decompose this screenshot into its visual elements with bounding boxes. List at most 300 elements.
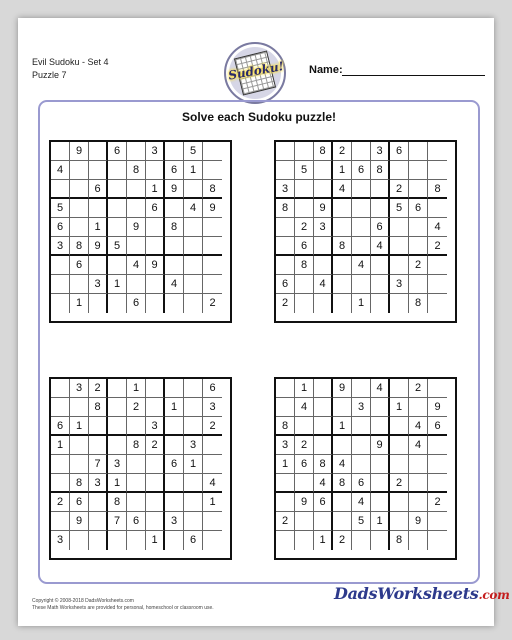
sudoku-cell[interactable] <box>409 398 428 417</box>
sudoku-cell[interactable]: 8 <box>333 474 352 493</box>
sudoku-cell[interactable] <box>371 493 390 512</box>
sudoku-cell[interactable] <box>108 199 127 218</box>
sudoku-cell[interactable] <box>127 142 146 161</box>
sudoku-cell[interactable] <box>70 398 89 417</box>
sudoku-cell[interactable] <box>352 417 371 436</box>
sudoku-cell[interactable] <box>409 275 428 294</box>
sudoku-cell[interactable] <box>428 256 447 275</box>
sudoku-cell[interactable]: 4 <box>409 417 428 436</box>
sudoku-cell[interactable]: 9 <box>428 398 447 417</box>
sudoku-cell[interactable]: 1 <box>333 417 352 436</box>
sudoku-cell[interactable] <box>89 417 108 436</box>
sudoku-cell[interactable] <box>89 142 108 161</box>
sudoku-cell[interactable] <box>428 199 447 218</box>
sudoku-cell[interactable] <box>409 474 428 493</box>
sudoku-cell[interactable] <box>203 237 222 256</box>
sudoku-cell[interactable] <box>165 294 184 313</box>
sudoku-cell[interactable] <box>127 531 146 550</box>
sudoku-cell[interactable]: 3 <box>390 275 409 294</box>
sudoku-cell[interactable]: 6 <box>127 294 146 313</box>
sudoku-cell[interactable] <box>352 237 371 256</box>
sudoku-cell[interactable] <box>333 436 352 455</box>
sudoku-cell[interactable]: 1 <box>51 436 70 455</box>
sudoku-cell[interactable] <box>352 275 371 294</box>
sudoku-cell[interactable]: 4 <box>51 161 70 180</box>
sudoku-cell[interactable] <box>428 294 447 313</box>
sudoku-cell[interactable] <box>70 199 89 218</box>
sudoku-cell[interactable]: 2 <box>295 436 314 455</box>
sudoku-cell[interactable]: 2 <box>333 142 352 161</box>
sudoku-cell[interactable] <box>390 256 409 275</box>
sudoku-cell[interactable]: 6 <box>428 417 447 436</box>
sudoku-cell[interactable]: 3 <box>108 455 127 474</box>
sudoku-cell[interactable] <box>409 237 428 256</box>
sudoku-cell[interactable] <box>51 142 70 161</box>
sudoku-cell[interactable]: 1 <box>146 180 165 199</box>
sudoku-cell[interactable] <box>295 142 314 161</box>
sudoku-cell[interactable] <box>295 531 314 550</box>
sudoku-cell[interactable] <box>203 161 222 180</box>
sudoku-cell[interactable] <box>165 531 184 550</box>
sudoku-cell[interactable]: 2 <box>146 436 165 455</box>
sudoku-cell[interactable] <box>165 474 184 493</box>
sudoku-cell[interactable] <box>352 455 371 474</box>
sudoku-cell[interactable]: 2 <box>390 180 409 199</box>
sudoku-cell[interactable]: 6 <box>409 199 428 218</box>
sudoku-cell[interactable]: 2 <box>51 493 70 512</box>
sudoku-cell[interactable] <box>390 493 409 512</box>
sudoku-cell[interactable] <box>203 455 222 474</box>
sudoku-cell[interactable] <box>371 398 390 417</box>
sudoku-cell[interactable] <box>127 455 146 474</box>
sudoku-cell[interactable]: 4 <box>371 379 390 398</box>
sudoku-cell[interactable] <box>89 294 108 313</box>
sudoku-cell[interactable] <box>184 493 203 512</box>
sudoku-cell[interactable] <box>314 512 333 531</box>
sudoku-cell[interactable]: 9 <box>89 237 108 256</box>
sudoku-cell[interactable] <box>314 237 333 256</box>
sudoku-cell[interactable] <box>184 398 203 417</box>
sudoku-cell[interactable] <box>295 275 314 294</box>
sudoku-cell[interactable] <box>333 199 352 218</box>
sudoku-cell[interactable] <box>70 436 89 455</box>
sudoku-cell[interactable] <box>428 531 447 550</box>
sudoku-cell[interactable]: 2 <box>276 512 295 531</box>
sudoku-cell[interactable] <box>165 199 184 218</box>
sudoku-cell[interactable]: 4 <box>428 218 447 237</box>
sudoku-cell[interactable] <box>295 199 314 218</box>
sudoku-cell[interactable]: 4 <box>314 474 333 493</box>
sudoku-cell[interactable] <box>409 493 428 512</box>
sudoku-cell[interactable]: 1 <box>127 379 146 398</box>
sudoku-cell[interactable] <box>165 493 184 512</box>
sudoku-cell[interactable] <box>428 436 447 455</box>
sudoku-cell[interactable]: 9 <box>371 436 390 455</box>
sudoku-cell[interactable]: 6 <box>70 256 89 275</box>
sudoku-cell[interactable] <box>333 398 352 417</box>
sudoku-cell[interactable] <box>352 180 371 199</box>
sudoku-cell[interactable]: 4 <box>333 455 352 474</box>
sudoku-cell[interactable]: 1 <box>295 379 314 398</box>
sudoku-cell[interactable] <box>184 237 203 256</box>
sudoku-cell[interactable] <box>390 417 409 436</box>
sudoku-cell[interactable] <box>295 512 314 531</box>
sudoku-cell[interactable] <box>89 161 108 180</box>
sudoku-cell[interactable] <box>409 161 428 180</box>
sudoku-cell[interactable]: 8 <box>371 161 390 180</box>
sudoku-cell[interactable] <box>51 180 70 199</box>
sudoku-cell[interactable] <box>165 379 184 398</box>
sudoku-cell[interactable] <box>333 493 352 512</box>
sudoku-cell[interactable]: 6 <box>89 180 108 199</box>
sudoku-cell[interactable]: 2 <box>276 294 295 313</box>
sudoku-cell[interactable] <box>390 379 409 398</box>
sudoku-cell[interactable] <box>409 218 428 237</box>
sudoku-cell[interactable] <box>108 180 127 199</box>
sudoku-cell[interactable]: 9 <box>127 218 146 237</box>
sudoku-cell[interactable] <box>127 237 146 256</box>
sudoku-cell[interactable] <box>371 294 390 313</box>
sudoku-cell[interactable] <box>70 531 89 550</box>
sudoku-cell[interactable]: 9 <box>70 512 89 531</box>
sudoku-cell[interactable] <box>146 455 165 474</box>
sudoku-cell[interactable]: 3 <box>165 512 184 531</box>
sudoku-cell[interactable] <box>390 512 409 531</box>
sudoku-cell[interactable] <box>127 474 146 493</box>
sudoku-cell[interactable] <box>295 294 314 313</box>
sudoku-cell[interactable]: 3 <box>352 398 371 417</box>
sudoku-cell[interactable] <box>108 436 127 455</box>
sudoku-cell[interactable] <box>371 275 390 294</box>
sudoku-cell[interactable] <box>276 493 295 512</box>
sudoku-cell[interactable] <box>89 199 108 218</box>
sudoku-cell[interactable] <box>108 398 127 417</box>
sudoku-cell[interactable] <box>51 379 70 398</box>
sudoku-cell[interactable] <box>352 199 371 218</box>
sudoku-cell[interactable] <box>184 180 203 199</box>
sudoku-cell[interactable] <box>333 294 352 313</box>
sudoku-cell[interactable]: 5 <box>51 199 70 218</box>
sudoku-cell[interactable]: 8 <box>314 142 333 161</box>
sudoku-cell[interactable] <box>108 379 127 398</box>
sudoku-cell[interactable]: 9 <box>203 199 222 218</box>
sudoku-cell[interactable]: 6 <box>352 161 371 180</box>
sudoku-cell[interactable]: 2 <box>127 398 146 417</box>
sudoku-cell[interactable] <box>333 256 352 275</box>
sudoku-cell[interactable]: 3 <box>70 379 89 398</box>
sudoku-cell[interactable]: 6 <box>276 275 295 294</box>
sudoku-cell[interactable] <box>127 275 146 294</box>
sudoku-cell[interactable] <box>371 474 390 493</box>
sudoku-cell[interactable] <box>146 237 165 256</box>
sudoku-cell[interactable]: 6 <box>108 142 127 161</box>
sudoku-cell[interactable] <box>89 493 108 512</box>
sudoku-cell[interactable] <box>390 294 409 313</box>
sudoku-cell[interactable]: 4 <box>314 275 333 294</box>
sudoku-cell[interactable]: 3 <box>51 237 70 256</box>
sudoku-cell[interactable] <box>428 161 447 180</box>
sudoku-cell[interactable]: 8 <box>276 417 295 436</box>
sudoku-cell[interactable]: 2 <box>428 493 447 512</box>
sudoku-cell[interactable] <box>203 142 222 161</box>
sudoku-cell[interactable] <box>203 218 222 237</box>
sudoku-cell[interactable]: 3 <box>146 417 165 436</box>
sudoku-cell[interactable]: 3 <box>371 142 390 161</box>
sudoku-cell[interactable]: 7 <box>108 512 127 531</box>
sudoku-cell[interactable]: 3 <box>146 142 165 161</box>
sudoku-cell[interactable]: 3 <box>51 531 70 550</box>
sudoku-cell[interactable]: 8 <box>70 474 89 493</box>
sudoku-cell[interactable]: 8 <box>295 256 314 275</box>
sudoku-cell[interactable]: 6 <box>70 493 89 512</box>
sudoku-cell[interactable]: 5 <box>390 199 409 218</box>
sudoku-cell[interactable] <box>146 275 165 294</box>
sudoku-cell[interactable] <box>276 531 295 550</box>
sudoku-cell[interactable] <box>146 218 165 237</box>
sudoku-cell[interactable] <box>371 455 390 474</box>
sudoku-cell[interactable] <box>295 474 314 493</box>
sudoku-cell[interactable] <box>276 218 295 237</box>
sudoku-cell[interactable] <box>333 218 352 237</box>
sudoku-cell[interactable]: 1 <box>108 474 127 493</box>
sudoku-cell[interactable]: 6 <box>146 199 165 218</box>
sudoku-cell[interactable] <box>127 493 146 512</box>
sudoku-cell[interactable]: 1 <box>184 455 203 474</box>
sudoku-cell[interactable] <box>276 474 295 493</box>
sudoku-cell[interactable] <box>352 142 371 161</box>
sudoku-cell[interactable] <box>276 237 295 256</box>
sudoku-cell[interactable] <box>108 417 127 436</box>
sudoku-cell[interactable]: 2 <box>295 218 314 237</box>
sudoku-cell[interactable]: 1 <box>165 398 184 417</box>
sudoku-cell[interactable] <box>146 161 165 180</box>
sudoku-cell[interactable] <box>146 294 165 313</box>
sudoku-cell[interactable]: 4 <box>409 436 428 455</box>
sudoku-cell[interactable]: 3 <box>276 180 295 199</box>
sudoku-cell[interactable] <box>89 512 108 531</box>
sudoku-cell[interactable] <box>165 436 184 455</box>
sudoku-cell[interactable] <box>127 199 146 218</box>
sudoku-cell[interactable]: 6 <box>165 161 184 180</box>
sudoku-cell[interactable] <box>371 531 390 550</box>
sudoku-cell[interactable]: 6 <box>371 218 390 237</box>
sudoku-cell[interactable]: 4 <box>371 237 390 256</box>
sudoku-cell[interactable] <box>314 398 333 417</box>
sudoku-cell[interactable]: 8 <box>70 237 89 256</box>
sudoku-cell[interactable]: 8 <box>165 218 184 237</box>
sudoku-cell[interactable] <box>371 199 390 218</box>
sudoku-cell[interactable] <box>184 256 203 275</box>
sudoku-cell[interactable] <box>276 398 295 417</box>
sudoku-cell[interactable] <box>203 531 222 550</box>
sudoku-cell[interactable]: 2 <box>203 417 222 436</box>
sudoku-cell[interactable] <box>51 455 70 474</box>
sudoku-cell[interactable] <box>352 436 371 455</box>
sudoku-cell[interactable]: 9 <box>409 512 428 531</box>
sudoku-cell[interactable]: 5 <box>184 142 203 161</box>
sudoku-cell[interactable]: 9 <box>70 142 89 161</box>
sudoku-cell[interactable]: 6 <box>314 493 333 512</box>
sudoku-cell[interactable] <box>371 417 390 436</box>
sudoku-cell[interactable] <box>276 161 295 180</box>
sudoku-cell[interactable]: 3 <box>314 218 333 237</box>
sudoku-cell[interactable]: 1 <box>70 417 89 436</box>
sudoku-cell[interactable] <box>184 275 203 294</box>
sudoku-cell[interactable] <box>184 417 203 436</box>
sudoku-cell[interactable] <box>276 379 295 398</box>
sudoku-cell[interactable]: 3 <box>89 474 108 493</box>
sudoku-cell[interactable]: 3 <box>276 436 295 455</box>
sudoku-cell[interactable] <box>203 436 222 455</box>
sudoku-cell[interactable] <box>203 512 222 531</box>
sudoku-cell[interactable]: 1 <box>203 493 222 512</box>
sudoku-cell[interactable] <box>428 142 447 161</box>
sudoku-cell[interactable]: 6 <box>51 417 70 436</box>
sudoku-cell[interactable] <box>276 142 295 161</box>
sudoku-cell[interactable]: 1 <box>89 218 108 237</box>
sudoku-cell[interactable]: 9 <box>165 180 184 199</box>
sudoku-cell[interactable]: 1 <box>371 512 390 531</box>
sudoku-cell[interactable]: 3 <box>89 275 108 294</box>
sudoku-cell[interactable]: 2 <box>409 256 428 275</box>
sudoku-cell[interactable] <box>146 512 165 531</box>
sudoku-cell[interactable]: 9 <box>333 379 352 398</box>
sudoku-cell[interactable] <box>127 417 146 436</box>
sudoku-cell[interactable] <box>51 474 70 493</box>
sudoku-cell[interactable] <box>70 161 89 180</box>
sudoku-cell[interactable]: 3 <box>203 398 222 417</box>
sudoku-cell[interactable] <box>203 275 222 294</box>
sudoku-cell[interactable] <box>314 256 333 275</box>
sudoku-cell[interactable]: 8 <box>203 180 222 199</box>
sudoku-cell[interactable] <box>352 531 371 550</box>
sudoku-cell[interactable]: 6 <box>352 474 371 493</box>
sudoku-cell[interactable]: 8 <box>127 161 146 180</box>
sudoku-cell[interactable] <box>184 218 203 237</box>
sudoku-cell[interactable]: 8 <box>89 398 108 417</box>
sudoku-cell[interactable] <box>51 256 70 275</box>
sudoku-cell[interactable]: 6 <box>295 237 314 256</box>
sudoku-cell[interactable] <box>409 531 428 550</box>
sudoku-cell[interactable] <box>390 436 409 455</box>
sudoku-cell[interactable] <box>108 294 127 313</box>
sudoku-cell[interactable]: 1 <box>108 275 127 294</box>
sudoku-cell[interactable]: 2 <box>333 531 352 550</box>
sudoku-cell[interactable]: 8 <box>276 199 295 218</box>
sudoku-cell[interactable] <box>371 180 390 199</box>
sudoku-cell[interactable]: 2 <box>89 379 108 398</box>
sudoku-cell[interactable]: 1 <box>184 161 203 180</box>
sudoku-cell[interactable] <box>165 237 184 256</box>
sudoku-cell[interactable]: 1 <box>276 455 295 474</box>
sudoku-cell[interactable] <box>70 180 89 199</box>
sudoku-cell[interactable]: 6 <box>295 455 314 474</box>
sudoku-cell[interactable] <box>390 455 409 474</box>
sudoku-cell[interactable]: 2 <box>390 474 409 493</box>
sudoku-cell[interactable] <box>70 455 89 474</box>
sudoku-cell[interactable] <box>428 379 447 398</box>
sudoku-cell[interactable] <box>409 180 428 199</box>
sudoku-cell[interactable] <box>203 256 222 275</box>
sudoku-cell[interactable]: 6 <box>203 379 222 398</box>
sudoku-cell[interactable] <box>352 379 371 398</box>
sudoku-cell[interactable] <box>184 512 203 531</box>
sudoku-cell[interactable] <box>89 256 108 275</box>
sudoku-cell[interactable]: 1 <box>314 531 333 550</box>
sudoku-cell[interactable] <box>146 474 165 493</box>
sudoku-cell[interactable] <box>127 180 146 199</box>
sudoku-cell[interactable]: 1 <box>146 531 165 550</box>
sudoku-cell[interactable]: 6 <box>51 218 70 237</box>
sudoku-cell[interactable]: 6 <box>390 142 409 161</box>
sudoku-cell[interactable]: 8 <box>428 180 447 199</box>
sudoku-cell[interactable]: 5 <box>108 237 127 256</box>
sudoku-cell[interactable]: 1 <box>70 294 89 313</box>
sudoku-cell[interactable] <box>184 474 203 493</box>
sudoku-cell[interactable] <box>146 398 165 417</box>
sudoku-cell[interactable] <box>146 493 165 512</box>
sudoku-cell[interactable]: 9 <box>146 256 165 275</box>
sudoku-cell[interactable] <box>314 436 333 455</box>
sudoku-cell[interactable] <box>51 398 70 417</box>
sudoku-cell[interactable] <box>295 180 314 199</box>
sudoku-cell[interactable] <box>314 417 333 436</box>
sudoku-cell[interactable]: 5 <box>352 512 371 531</box>
sudoku-cell[interactable] <box>108 256 127 275</box>
sudoku-cell[interactable] <box>276 256 295 275</box>
sudoku-cell[interactable] <box>314 379 333 398</box>
sudoku-cell[interactable] <box>70 275 89 294</box>
sudoku-cell[interactable] <box>184 379 203 398</box>
sudoku-cell[interactable] <box>390 218 409 237</box>
name-field[interactable] <box>342 75 485 76</box>
sudoku-cell[interactable] <box>108 218 127 237</box>
sudoku-cell[interactable] <box>333 275 352 294</box>
sudoku-cell[interactable]: 8 <box>390 531 409 550</box>
sudoku-cell[interactable] <box>428 512 447 531</box>
sudoku-cell[interactable]: 6 <box>184 531 203 550</box>
sudoku-cell[interactable]: 9 <box>295 493 314 512</box>
sudoku-cell[interactable]: 5 <box>295 161 314 180</box>
sudoku-cell[interactable] <box>409 455 428 474</box>
sudoku-cell[interactable] <box>295 417 314 436</box>
sudoku-cell[interactable] <box>428 275 447 294</box>
sudoku-cell[interactable] <box>314 180 333 199</box>
sudoku-cell[interactable]: 4 <box>352 256 371 275</box>
sudoku-cell[interactable]: 8 <box>127 436 146 455</box>
sudoku-cell[interactable]: 6 <box>165 455 184 474</box>
sudoku-cell[interactable]: 4 <box>333 180 352 199</box>
sudoku-cell[interactable] <box>51 275 70 294</box>
sudoku-cell[interactable]: 1 <box>352 294 371 313</box>
sudoku-cell[interactable]: 7 <box>89 455 108 474</box>
sudoku-cell[interactable]: 4 <box>203 474 222 493</box>
sudoku-cell[interactable] <box>51 294 70 313</box>
sudoku-cell[interactable] <box>428 455 447 474</box>
sudoku-cell[interactable]: 4 <box>352 493 371 512</box>
sudoku-cell[interactable]: 4 <box>165 275 184 294</box>
sudoku-cell[interactable]: 4 <box>184 199 203 218</box>
sudoku-cell[interactable] <box>108 531 127 550</box>
sudoku-cell[interactable]: 8 <box>314 455 333 474</box>
sudoku-cell[interactable] <box>165 417 184 436</box>
sudoku-cell[interactable] <box>314 294 333 313</box>
sudoku-cell[interactable] <box>89 436 108 455</box>
sudoku-cell[interactable] <box>165 142 184 161</box>
sudoku-cell[interactable]: 9 <box>314 199 333 218</box>
sudoku-cell[interactable] <box>409 142 428 161</box>
sudoku-cell[interactable] <box>70 218 89 237</box>
